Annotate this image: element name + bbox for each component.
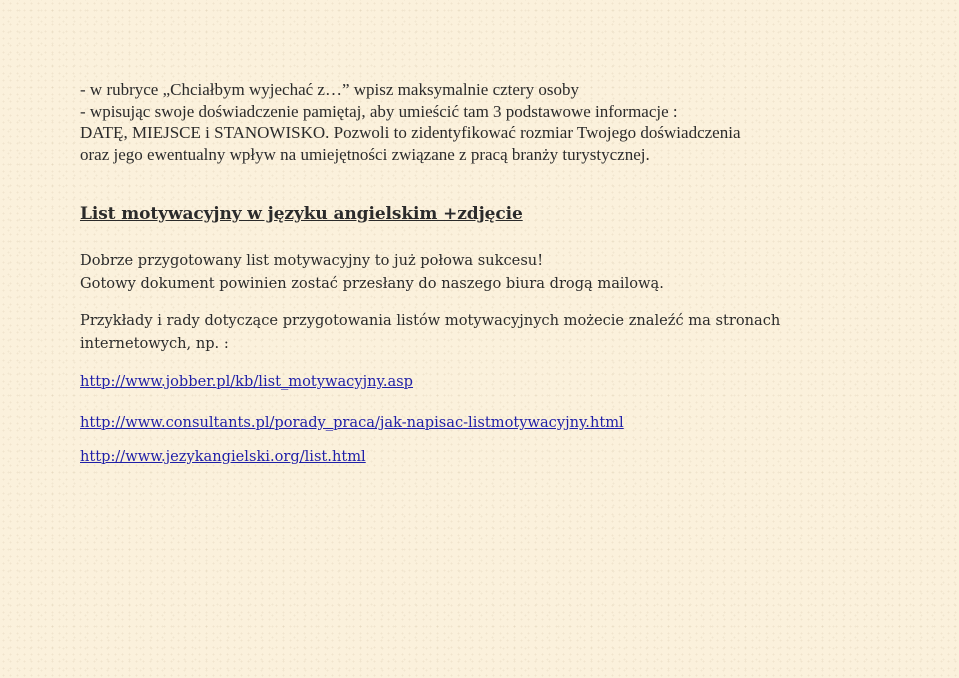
intro-instructions: [80, 79, 741, 165]
paragraph-line: Gotowy dokument powinien zostać przesłany do naszego biura drogą mailową.: [80, 274, 664, 292]
intro-line: oraz jego ewentualny wpływ na umiejętności związane z pracą branży turystycznej.: [80, 144, 650, 164]
intro-line: DATĘ, MIEJSCE i STANOWISKO. Pozwoli to zidentyfikować rozmiar Twojego doświadczenia: [80, 123, 741, 142]
paragraph-examples: [80, 310, 780, 355]
link-jobber[interactable]: http://www.jobber.pl/kb/list_motywacyjny.asp: [80, 373, 414, 390]
intro-line: - w rubryce „Chciałbym wyjechać z…” wpisz maksymalnie cztery osoby: [80, 80, 579, 99]
intro-line: - wpisując swoje doświadczenie pamiętaj, aby umieścić tam 3 podstawowe informacje :: [80, 101, 678, 121]
section-heading: List motywacyjny w języku angielskim +zdjęcie: [80, 204, 523, 224]
link-consultants[interactable]: http://www.consultants.pl/porady_praca/jak-napisac-listmotywacyjny.html: [80, 414, 624, 431]
link-jezykangielski[interactable]: http://www.jezykangielski.org/list.html: [80, 448, 366, 465]
paragraph-line: Dobrze przygotowany list motywacyjny to już połowa sukcesu!: [80, 252, 544, 269]
paragraph-line: Przykłady i rady dotyczące przygotowania listów motywacyjnych możecie znaleźć ma stronach: [80, 312, 781, 329]
paragraph-cover-letter: [80, 250, 664, 295]
paragraph-line: internetowych, np. :: [80, 334, 229, 352]
